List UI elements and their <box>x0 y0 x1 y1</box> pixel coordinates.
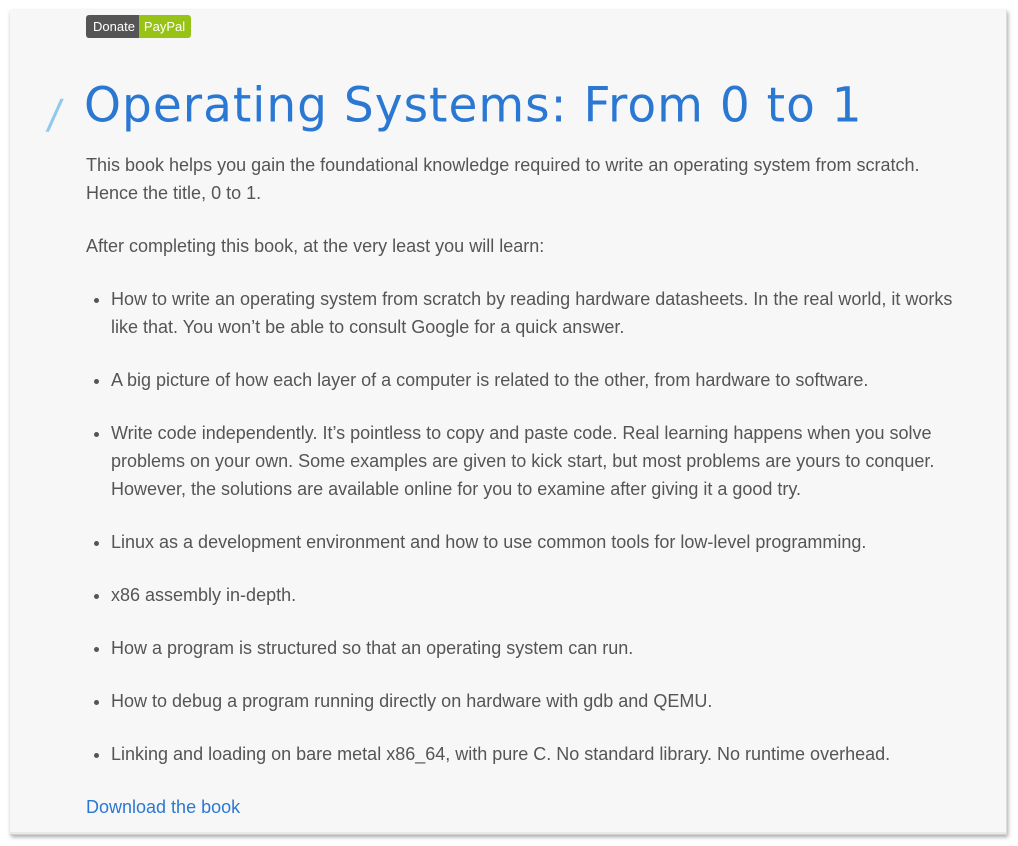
list-item: • A big picture of how each layer of a computer is related to the other, from hardware to software. <box>111 366 966 394</box>
donate-paypal-badge[interactable] <box>86 15 191 38</box>
list-item: • How to debug a program running directly on hardware with gdb and QEMU. <box>111 687 966 715</box>
page-title: Operating Systems: From 0 to 1 <box>84 77 863 134</box>
list-item: • How to write an operating system from scratch by reading hardware datasheets. In the real world, it works like that. You won’t be able to consult Google for a quick answer. <box>111 285 966 341</box>
list-item: • Write code independently. It’s pointless to copy and paste code. Real learning happens when you solve problems on your own. Some examples are given to kick start, but most problems are yours to conquer. However, the solutions are available online for you to examine after giving it a good try. <box>111 419 966 503</box>
list-item: • x86 assembly in-depth. <box>111 581 966 609</box>
learn-lead-paragraph: After completing this book, at the very least you will learn: <box>86 236 545 256</box>
download-book-link[interactable]: Download the book <box>86 797 241 817</box>
donate-label[interactable]: Donate <box>86 15 139 38</box>
list-item: • How a program is structured so that an operating system can run. <box>111 634 966 662</box>
paypal-label[interactable]: PayPal <box>139 15 191 38</box>
main-content <box>86 151 966 821</box>
list-item: • Linux as a development environment and how to use common tools for low-level programming. <box>111 528 966 556</box>
heading-slash-decoration: / <box>44 92 65 138</box>
learn-list <box>86 285 966 768</box>
intro-paragraph: This book helps you gain the foundational knowledge required to write an operating system from scratch. Hence the title, 0 to 1. <box>86 155 920 203</box>
list-item: • Linking and loading on bare metal x86_64, with pure C. No standard library. No runtime overhead. <box>111 740 966 768</box>
bottom-divider <box>10 832 1006 834</box>
page-container <box>10 10 1007 835</box>
